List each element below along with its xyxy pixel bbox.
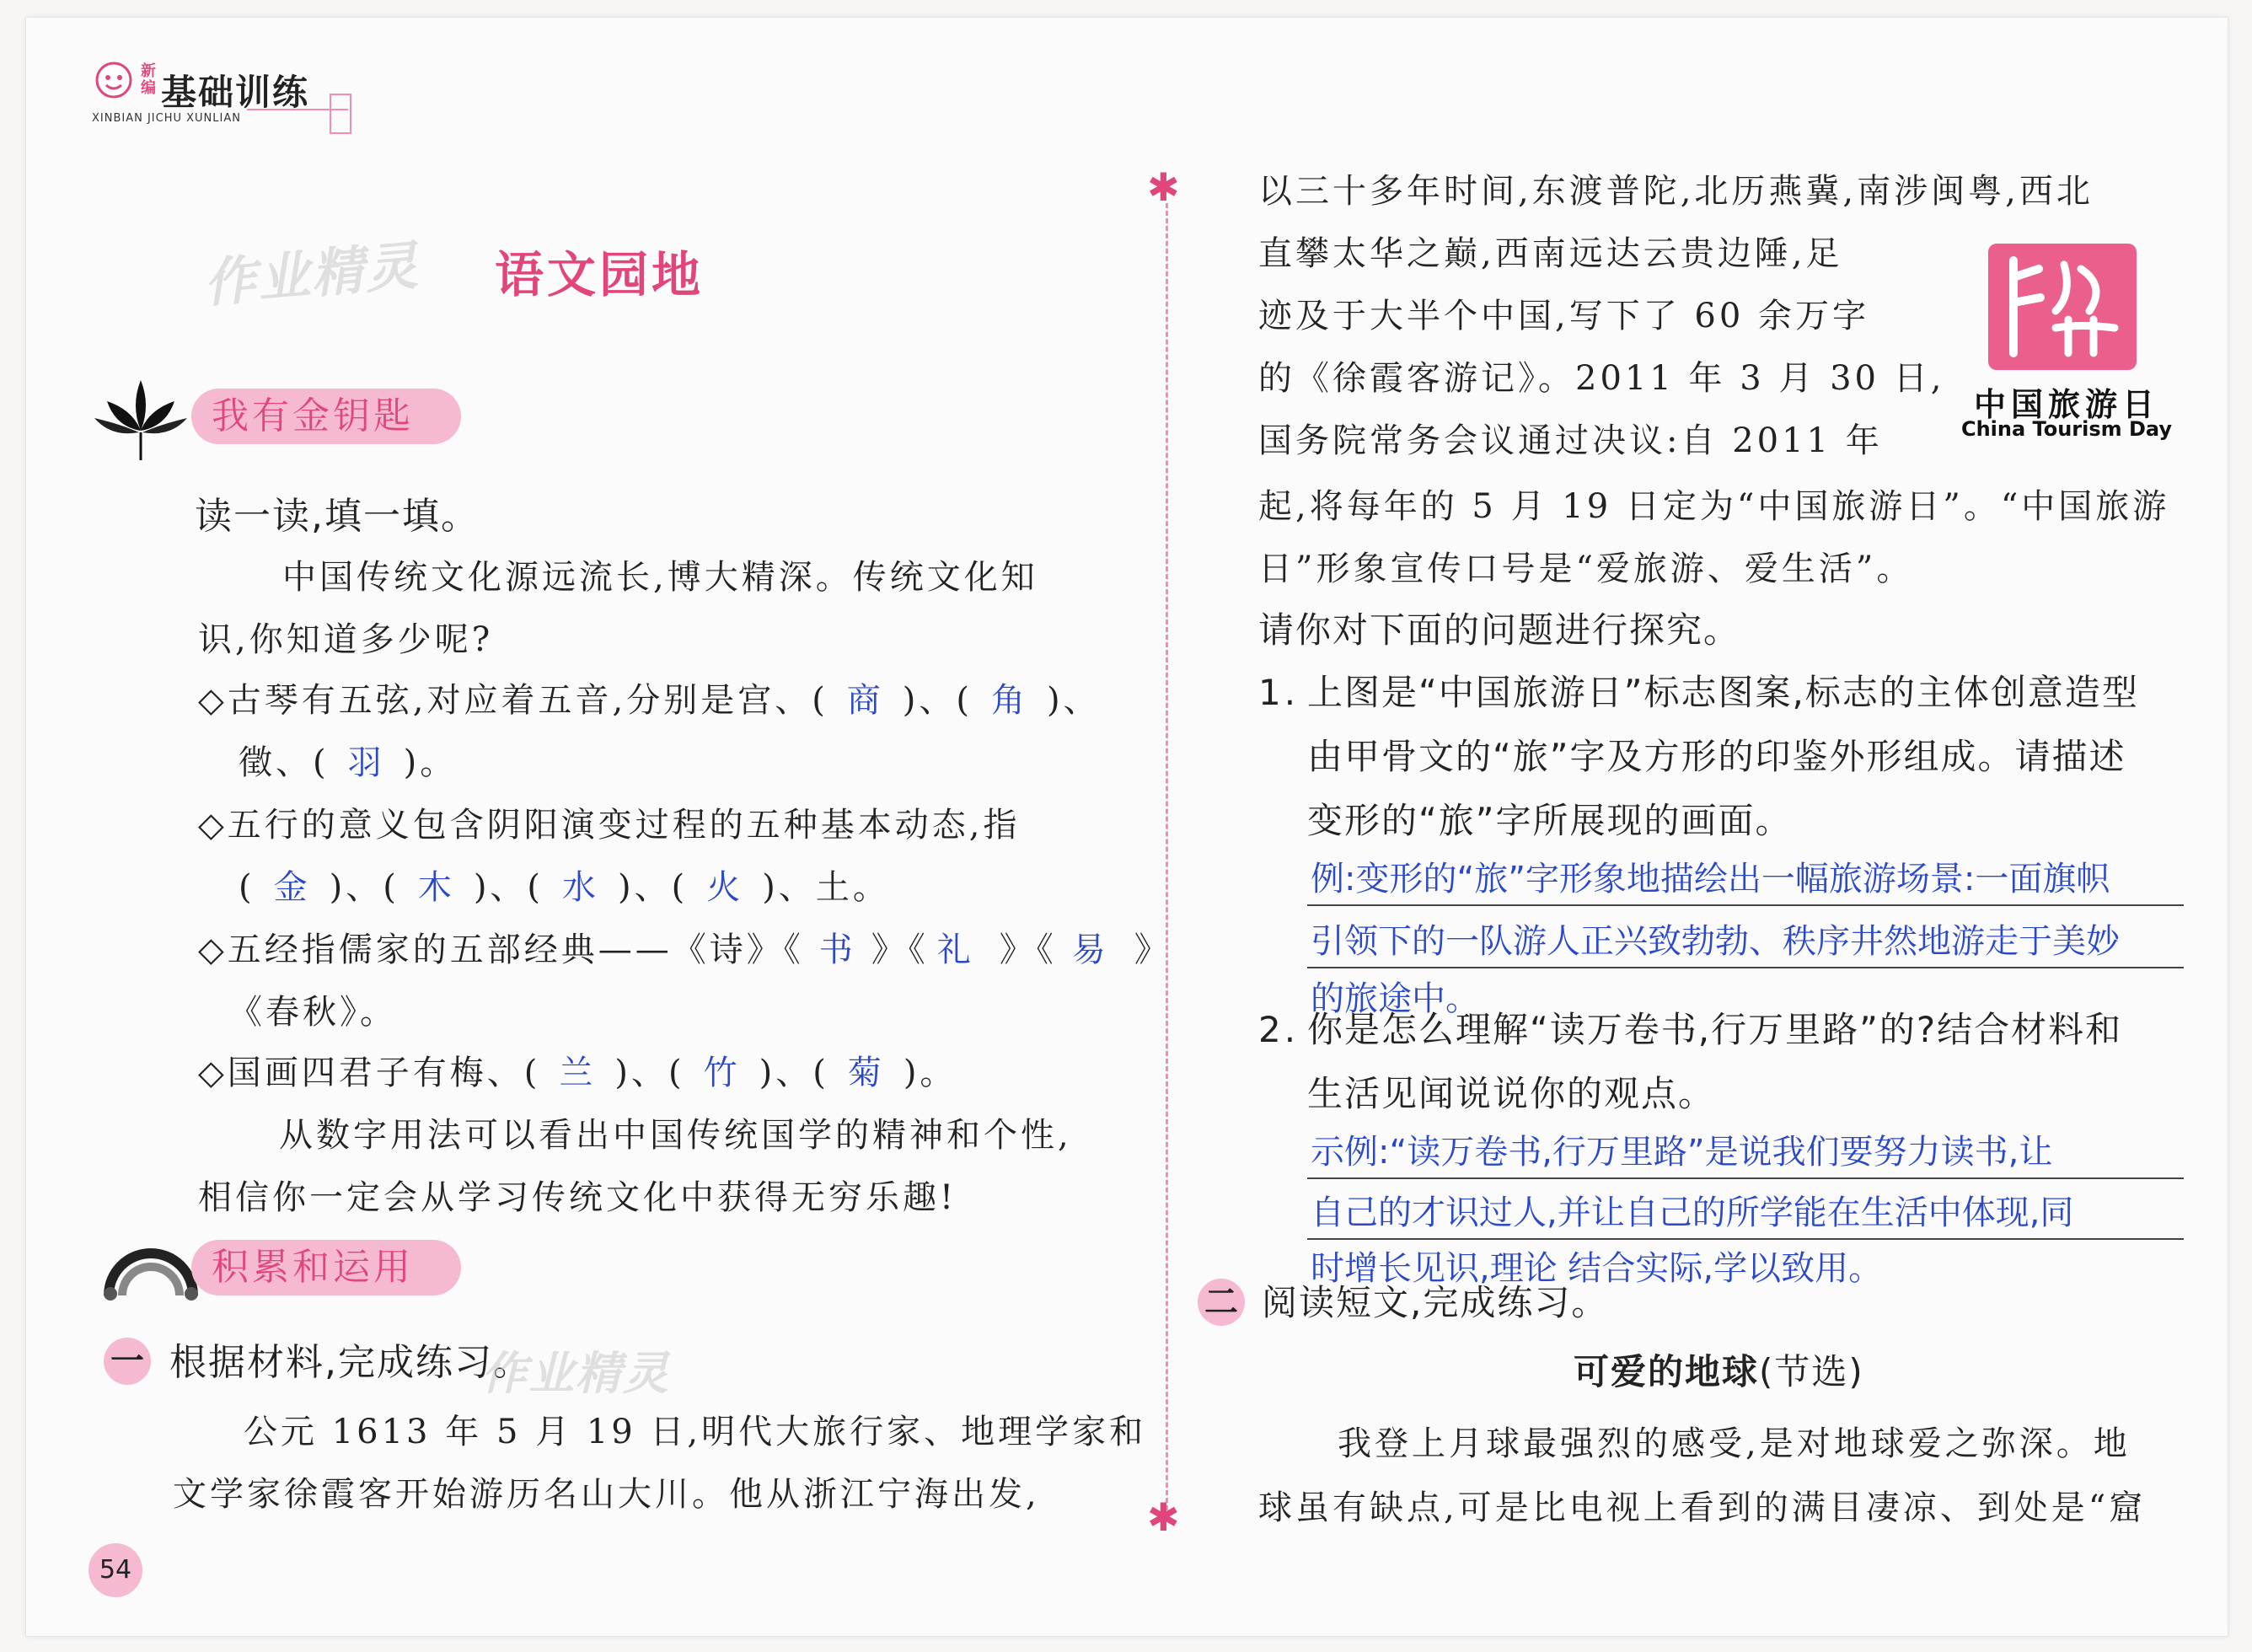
q2-text-a: ( xyxy=(239,868,255,907)
q3-answer-2[interactable]: 礼 xyxy=(936,931,974,969)
material-right-4: 的《徐霞客游记》。2011 年 3 月 30 日, xyxy=(1258,359,1945,398)
qa1-answer-line-3[interactable]: 的旅途中。 xyxy=(1311,979,1479,1018)
material-right-6: 起,将每年的 5 月 19 日定为“中国旅游日”。“中国旅游 xyxy=(1258,487,2170,526)
watermark: 作业精灵 xyxy=(201,233,422,314)
article-line-2: 球虽有缺点,可是比电视上看到的满目凄凉、到处是“窟 xyxy=(1258,1488,2147,1527)
q4-text-b: )、( xyxy=(614,1054,685,1092)
q1-text-d: 徵、( xyxy=(239,743,330,782)
qa2-underline-2 xyxy=(1307,1238,2184,1240)
explore-prompt: 请你对下面的问题进行探究。 xyxy=(1258,609,1741,651)
column-divider xyxy=(1166,203,1168,1518)
q2-text-c: )、( xyxy=(473,868,544,907)
q4-answer-3[interactable]: 菊 xyxy=(847,1054,885,1092)
q2-text-e: )、土。 xyxy=(762,868,890,907)
read-prompt: 读一读,填一填。 xyxy=(195,495,480,538)
page-number-badge: 54 xyxy=(88,1543,142,1597)
material-left-1: 公元 1613 年 5 月 19 日,明代大旅行家、地理学家和 xyxy=(244,1413,1147,1451)
part2-badge: 二 xyxy=(1198,1279,1245,1326)
material-right-7: 日”形象宣传口号是“爱旅游、爱生活”。 xyxy=(1258,550,1914,588)
article-title-text: 可爱的地球 xyxy=(1574,1351,1760,1392)
brand-new-label: 新编 xyxy=(141,62,156,97)
closing-line-2: 相信你一定会从学习传统文化中获得无穷乐趣! xyxy=(198,1178,957,1217)
q2-answer-2[interactable]: 木 xyxy=(417,868,455,907)
q2-line-1: ◇五行的意义包含阴阳演变过程的五种基本动态,指 xyxy=(198,806,1021,845)
lotus-icon xyxy=(90,372,191,464)
q1-line-2 xyxy=(239,743,458,782)
qa2-underline-1 xyxy=(1307,1177,2184,1179)
q3-text-d: 》 xyxy=(1134,931,1172,969)
article-line-1: 我登上月球最强烈的感受,是对地球爱之弥深。地 xyxy=(1338,1424,2131,1463)
rainbow-icon xyxy=(100,1242,201,1301)
intro-line-1: 中国传统文化源远流长,博大精深。传统文化知 xyxy=(282,558,1038,597)
qa2-answer-line-1[interactable]: 示例:“读万卷书,行万里路”是说我们要努力读书,让 xyxy=(1311,1133,2053,1172)
q1-text-b: )、( xyxy=(902,681,973,720)
seal-icon xyxy=(1988,244,2137,370)
part1-badge: 一 xyxy=(104,1338,151,1385)
q4-answer-1[interactable]: 兰 xyxy=(559,1054,597,1092)
qa1-line-1: 上图是“中国旅游日”标志图案,标志的主体创意造型 xyxy=(1307,672,2139,713)
material-right-3: 迹及于大半个中国,写下了 60 余万字 xyxy=(1258,297,1870,335)
q4-text-d: )。 xyxy=(903,1054,957,1092)
china-tourism-day-logo xyxy=(1938,244,2190,463)
qa2-line-2: 生活见闻说说你的观点。 xyxy=(1307,1073,1716,1114)
intro-line-2: 识,你知道多少呢? xyxy=(198,620,494,659)
workbook-page xyxy=(25,17,2228,1637)
qa1-underline-2 xyxy=(1307,967,2184,968)
q1-text-c: )、 xyxy=(1047,681,1101,720)
q4-text-a: ◇国画四君子有梅、( xyxy=(198,1054,541,1092)
q1-line-1 xyxy=(198,681,1101,720)
q4-answer-2[interactable]: 竹 xyxy=(703,1054,741,1092)
q3-line-2: 《春秋》。 xyxy=(228,993,397,1032)
brand-frame xyxy=(330,94,351,134)
q2-line-2 xyxy=(239,868,890,907)
logo-en-text: China Tourism Day xyxy=(1960,417,2173,441)
material-right-5: 国务院常务会议通过决议:自 2011 年 xyxy=(1258,421,1883,460)
brand-subtitle: XINBIAN JICHU XUNLIAN xyxy=(92,112,241,125)
logo-cn-text: 中国旅游日 xyxy=(1973,386,2159,423)
q2-answer-3[interactable]: 水 xyxy=(562,868,600,907)
page-title: 语文园地 xyxy=(495,246,705,303)
q2-answer-4[interactable]: 火 xyxy=(706,868,744,907)
material-right-2: 直攀太华之巅,西南远达云贵边陲,足 xyxy=(1258,234,1843,273)
qa1-number: 1. xyxy=(1258,672,1300,713)
part2-title: 阅读短文,完成练习。 xyxy=(1262,1282,1609,1323)
q4-line xyxy=(198,1056,957,1090)
q3-answer-1[interactable]: 书 xyxy=(818,931,856,969)
q3-line-1 xyxy=(198,933,1172,967)
q1-text-a: ◇古琴有五弦,对应着五音,分别是宫、( xyxy=(198,681,828,720)
q2-answer-1[interactable]: 金 xyxy=(273,868,311,907)
section-accumulate-pill: 积累和运用 xyxy=(191,1240,461,1295)
section-key-pill: 我有金钥匙 xyxy=(191,389,461,444)
brand-logo-icon xyxy=(94,60,134,100)
q3-text-b: 》《 xyxy=(871,931,929,969)
divider-star-top-icon: ✱ xyxy=(1147,164,1180,210)
qa2-line-1: 你是怎么理解“读万卷书,行万里路”的?结合材料和 xyxy=(1307,1009,2123,1050)
q4-text-c: )、( xyxy=(759,1054,829,1092)
q3-text-c: 》《 xyxy=(999,931,1057,969)
q1-answer-1[interactable]: 商 xyxy=(846,681,884,720)
divider-star-bottom-icon: ✱ xyxy=(1147,1494,1180,1540)
q2-text-b: )、( xyxy=(329,868,399,907)
q1-answer-3[interactable]: 羽 xyxy=(347,743,385,782)
material-right-1: 以三十多年时间,东渡普陀,北历燕冀,南涉闽粤,西北 xyxy=(1258,172,2094,211)
qa1-underline-1 xyxy=(1307,904,2184,906)
q3-answer-3[interactable]: 易 xyxy=(1071,931,1109,969)
material-left-2: 文学家徐霞客开始游历名山大川。他从浙江宁海出发, xyxy=(173,1475,1040,1514)
qa2-answer-line-3[interactable]: 时增长见识,理论 结合实际,学以致用。 xyxy=(1311,1249,1883,1288)
watermark-2: 作业精灵 xyxy=(481,1347,670,1400)
part1-title: 根据材料,完成练习。 xyxy=(169,1341,532,1384)
article-title-note: (节选) xyxy=(1759,1351,1864,1392)
closing-line-1: 从数字用法可以看出中国传统国学的精神和个性, xyxy=(279,1116,1072,1155)
qa2-number: 2. xyxy=(1258,1009,1300,1050)
q1-text-e: )。 xyxy=(403,743,458,782)
qa2-answer-line-2[interactable]: 自己的才识过人,并让自己的所学能在生活中体现,同 xyxy=(1311,1193,2074,1232)
qa1-answer-line-1[interactable]: 例:变形的“旅”字形象地描绘出一幅旅游场景:一面旗帜 xyxy=(1311,860,2110,898)
article-title xyxy=(1574,1351,1864,1392)
qa1-line-2: 由甲骨文的“旅”字及方形的印鉴外形组成。请描述 xyxy=(1307,736,2126,777)
q1-answer-2[interactable]: 角 xyxy=(991,681,1029,720)
qa1-line-3: 变形的“旅”字所展现的画面。 xyxy=(1307,800,1793,841)
q2-text-d: )、( xyxy=(618,868,689,907)
qa1-answer-line-2[interactable]: 引领下的一队游人正兴致勃勃、秩序井然地游走于美妙 xyxy=(1311,922,2120,961)
q3-text-a: ◇五经指儒家的五部经典——《诗》《 xyxy=(198,931,804,969)
brand-title: 基础训练 xyxy=(161,72,310,113)
